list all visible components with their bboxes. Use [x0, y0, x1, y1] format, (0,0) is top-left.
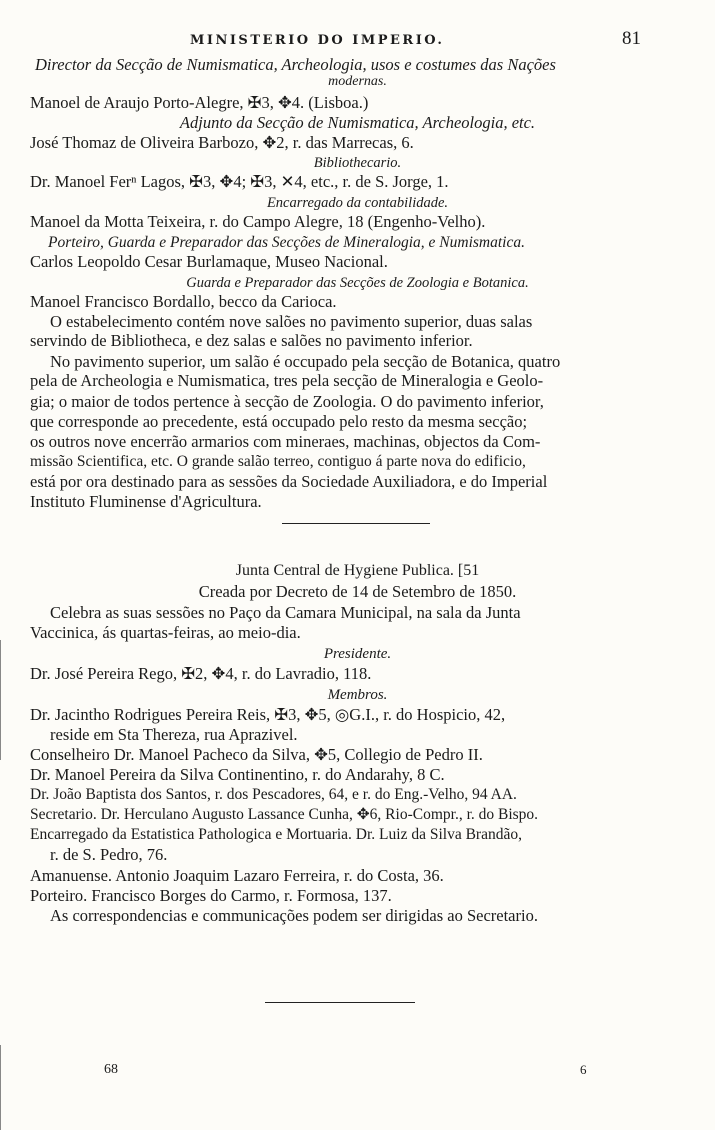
membro-line: Dr. Jacintho Rodrigues Pereira Reis, ✠3, ✥5, ◎G.I., r. do Hospicio, 42, — [30, 705, 506, 724]
paragraph-line: está por ora destinado para as sessões da Sociedade Auxiliadora, e do Imperial — [30, 472, 548, 491]
paragraph-line: O estabelecimento contém nove salões no pavimento superior, duas salas — [50, 312, 533, 331]
director-title: Director da Secção de Numismatica, Archeologia, usos e costumes das Nações — [35, 55, 556, 74]
contabilidade-name: Manoel da Motta Teixeira, r. do Campo Alegre, 18 (Engenho-Velho). — [30, 212, 486, 231]
guarda-zoologia-title: Guarda e Preparador das Secções de Zoologia e Botanica. — [186, 275, 529, 291]
section-divider — [265, 1002, 415, 1003]
correspondence-line: As correspondencias e communicações podem ser dirigidas ao Secretario. — [50, 906, 538, 925]
paragraph-line: Instituto Fluminense d'Agricultura. — [30, 492, 262, 511]
adjunto-name: José Thomaz de Oliveira Barbozo, ✥2, r. das Marrecas, 6. — [30, 133, 414, 152]
corner-mark: 6 — [580, 1062, 587, 1077]
guarda-zoologia-name: Manoel Francisco Bordallo, becco da Carioca. — [30, 292, 337, 311]
porteiro-title: Porteiro, Guarda e Preparador das Secções de Mineralogia, e Numismatica. — [48, 234, 525, 251]
section-subtitle: Creada por Decreto de 14 de Setembro de 1850. — [198, 582, 517, 601]
binding-edge-mark — [0, 1045, 1, 1130]
secretario-line: Secretario. Dr. Herculano Augusto Lassance Cunha, ✥6, Rio-Compr., r. do Bispo. — [30, 806, 539, 823]
section-title: Junta Central de Hygiene Publica. [51 — [235, 562, 480, 579]
membro-line: Dr. Manoel Pereira da Silva Continentino, r. do Andarahy, 8 C. — [30, 765, 445, 784]
paragraph-line: os outros nove encerrão armarios com mineraes, machinas, objectos da Com- — [30, 432, 541, 451]
running-header-title: MINISTERIO DO IMPERIO. — [190, 33, 445, 48]
paragraph-line: que corresponde ao precedente, está occupado pelo resto da mesma secção; — [30, 412, 528, 431]
presidente-name: Dr. José Pereira Rego, ✠2, ✥4, r. do Lavradio, 118. — [30, 664, 372, 683]
director-name: Manoel de Araujo Porto-Alegre, ✠3, ✥4. (Lisboa.) — [30, 93, 369, 112]
estatistica-line: Encarregado da Estatistica Pathologica e Mortuaria. Dr. Luiz da Silva Brandão, — [30, 826, 522, 843]
sessions-line-cont: Vaccinica, ás quartas-feiras, ao meio-dia. — [30, 623, 301, 642]
amanuense-line: Amanuense. Antonio Joaquim Lazaro Ferreira, r. do Costa, 36. — [30, 866, 444, 885]
membro-line: Dr. João Baptista dos Santos, r. dos Pescadores, 64, e r. do Eng.-Velho, 94 AA. — [30, 786, 517, 803]
porteiro-name: Carlos Leopoldo Cesar Burlamaque, Museo Nacional. — [30, 252, 388, 271]
paragraph-line: missão Scientifica, etc. O grande salão terreo, contiguo á parte nova do edificio, — [30, 453, 526, 470]
paragraph-line: No pavimento superior, um salão é occupado pela secção de Botanica, quatro — [50, 352, 561, 371]
sessions-line: Celebra as suas sessões no Paço da Camara Municipal, na sala da Junta — [50, 603, 521, 622]
porteiro-junta-line: Porteiro. Francisco Borges do Carmo, r. Formosa, 137. — [30, 886, 392, 905]
director-title-cont: modernas. — [328, 74, 387, 89]
signature-mark: 68 — [104, 1062, 118, 1077]
contabilidade-title: Encarregado da contabilidade. — [266, 195, 449, 211]
membro-line: Conselheiro Dr. Manoel Pacheco da Silva, ✥5, Collegio de Pedro II. — [30, 745, 483, 764]
membros-title: Membros. — [327, 687, 388, 703]
adjunto-title: Adjunto da Secção de Numismatica, Archeologia, etc. — [179, 113, 536, 132]
bibliothecario-name: Dr. Manoel Ferⁿ Lagos, ✠3, ✥4; ✠3, ✕4, etc., r. de S. Jorge, 1. — [30, 172, 449, 191]
page-number: 81 — [622, 28, 641, 49]
section-divider — [282, 523, 430, 524]
paragraph-line: gia; o maior de todos pertence à secção de Zoologia. O do pavimento inferior, — [30, 392, 544, 411]
presidente-title: Presidente. — [323, 646, 392, 662]
estatistica-line-cont: r. de S. Pedro, 76. — [50, 845, 168, 864]
membro-line-cont: reside em Sta Thereza, rua Aprazivel. — [50, 725, 298, 744]
paragraph-line: pela de Archeologia e Numismatica, tres pela secção de Mineralogia e Geolo- — [30, 371, 544, 390]
paragraph-line: servindo de Bibliotheca, e dez salas e salões no pavimento inferior. — [30, 331, 473, 350]
bibliothecario-title: Bibliothecario. — [313, 155, 402, 171]
